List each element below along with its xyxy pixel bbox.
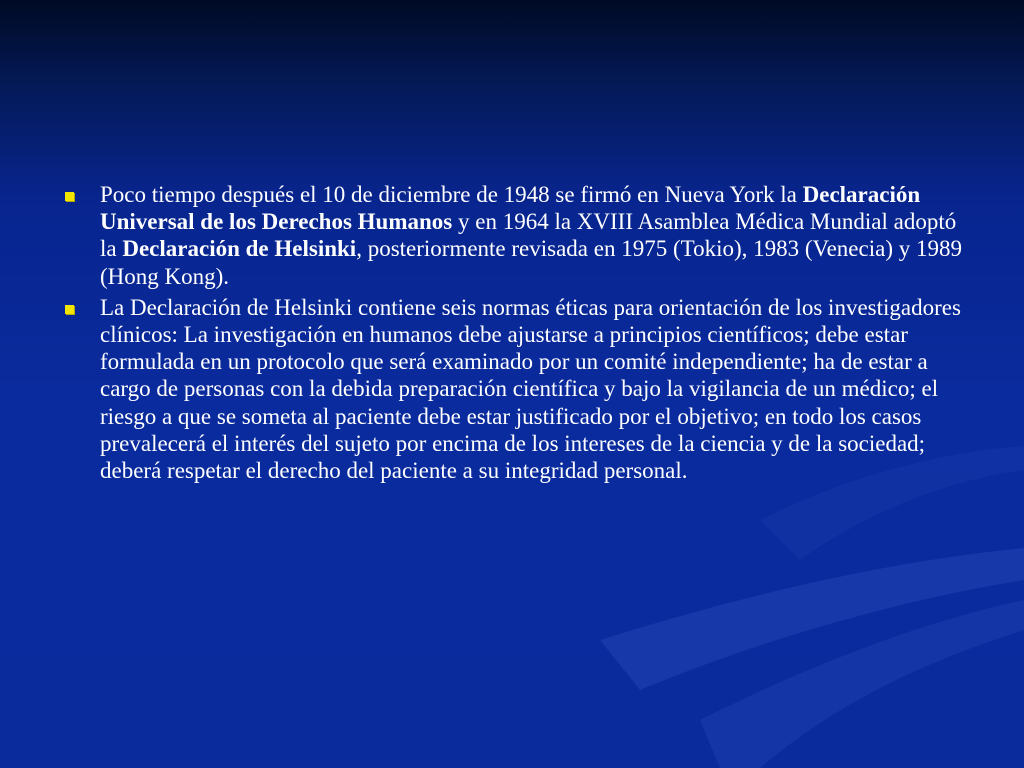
square-bullet-icon <box>65 192 74 201</box>
square-bullet-icon <box>65 305 74 314</box>
bullet-1-segment-1: Poco tiempo después el 10 de diciembre de 1948 se firmó en Nueva York la <box>100 182 803 207</box>
swoosh-band-1 <box>600 548 1024 690</box>
bullet-1-segment-2-bold: Declaración Universal de los Derechos Humanos <box>100 182 921 235</box>
bullet-1-segment-4-bold: Declaración de Helsinki <box>122 236 357 262</box>
bullet-1-segment-3: y en 1964 la XVIII Asamblea Médica Mundial adoptó la <box>100 209 957 262</box>
bullet-list <box>62 181 962 484</box>
bullet-item-2 <box>62 294 962 484</box>
bullet-2-segment-1: La Declaración de Helsinki contiene seis normas éticas para orientación de los investigadores clínicos: La investigación en humanos debe ajustarse a principios científicos; debe estar formulada en un protocolo que será examinado por un comité independiente; ha de estar a cargo de personas con la debida preparación científica y bajo la vigilancia de un médico; el riesgo a que se someta al paciente debe estar justificado por el objetivo; en todo los casos prevalecerá el interés del sujeto por encima de los intereses de la ciencia y de la sociedad; deberá respetar el derecho del paciente a su integridad personal. <box>100 294 961 484</box>
swoosh-band-2 <box>700 600 1024 768</box>
slide-body <box>62 181 962 488</box>
bullet-text-1 <box>100 182 962 289</box>
bullet-item-1 <box>62 181 962 290</box>
bullet-text-2 <box>100 295 961 483</box>
bullet-1-segment-5: , posteriormente revisada en 1975 (Tokio), 1983 (Venecia) y 1989 (Hong Kong). <box>100 236 962 289</box>
